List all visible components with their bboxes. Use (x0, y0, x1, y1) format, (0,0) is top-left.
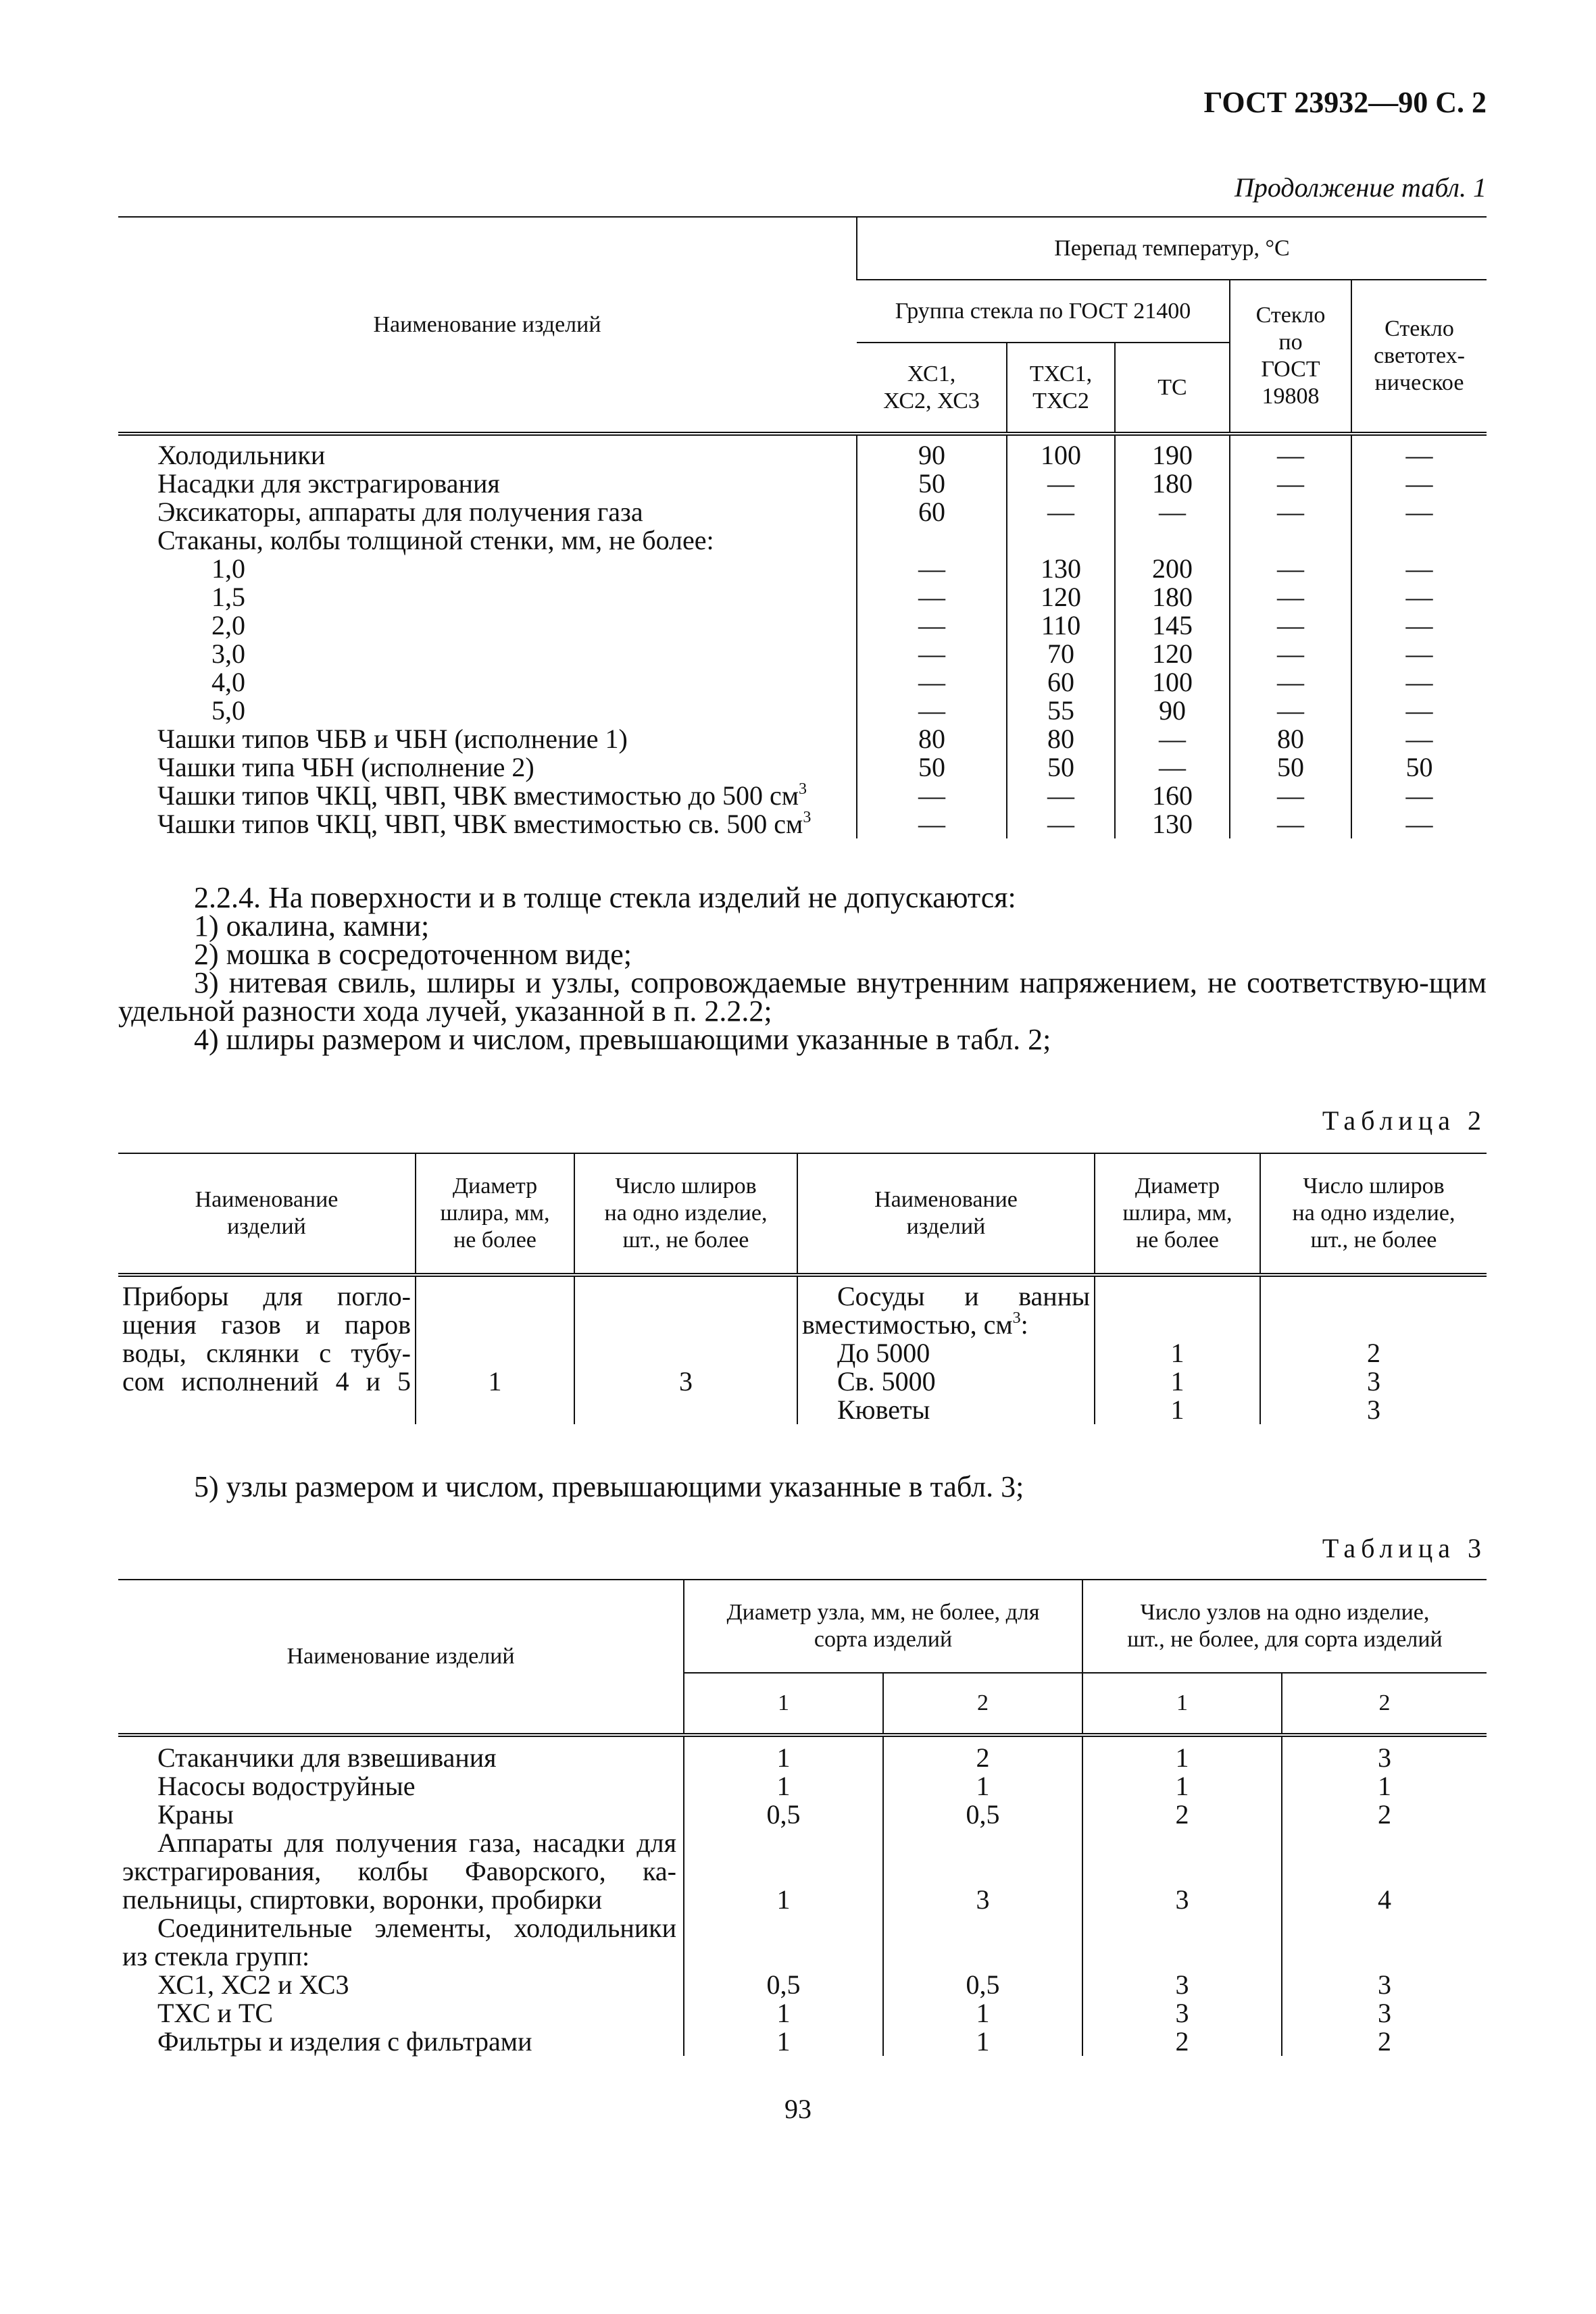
t3-cell: 0,5 (966, 1799, 1000, 1830)
t1-cell: — (1405, 809, 1433, 839)
t2-right-diameter: 1 (1170, 1366, 1184, 1397)
t3-row-name: пельницы, спиртовки, воронки, пробирки (122, 1884, 603, 1915)
t1-cell: 160 (1152, 780, 1193, 811)
t1-cell: — (1277, 780, 1304, 811)
t3-cell: 2 (1175, 2026, 1189, 2057)
t1-cell: 60 (1047, 667, 1074, 697)
table-row (118, 1735, 1487, 2056)
t1-col-light-glass: Стекло светотех- ническое (1351, 280, 1487, 434)
t2-right-product: Сосуды и ванны вместимостью, $см^3$: До 5000 Св. 5000 Кюветы (797, 1275, 1095, 1424)
t1-cell: 90 (1159, 695, 1186, 726)
t1-cell: 200 (1152, 553, 1193, 584)
t3-cell: 3 (976, 1884, 990, 1915)
t2-col-count: Число шлиров на одно изделие, шт., не более (574, 1153, 797, 1275)
t1-cell: — (1405, 440, 1433, 470)
t3-cell: 3 (1175, 1884, 1189, 1915)
t1-row-name: Чашки типов ЧКЦ, ЧВП, ЧВК вместимостью св. 500 $см^3$ (157, 809, 812, 839)
t2-right-count: 2 (1367, 1338, 1380, 1368)
t1-cell: — (1277, 582, 1304, 612)
t3-cell: 1 (776, 1884, 791, 1915)
t1-cell: — (1277, 610, 1304, 640)
t1-cell: — (1047, 497, 1074, 527)
t1-cell: 180 (1152, 468, 1193, 499)
table-row (118, 1275, 1487, 1424)
t3-cell: 3 (1175, 1969, 1189, 2000)
t1-cell (1007, 526, 1114, 555)
t1-cell: — (918, 809, 945, 839)
t1-cell: — (1405, 695, 1433, 726)
t3-cell: 2 (1378, 2026, 1392, 2057)
t3-cell: 1 (976, 2026, 990, 2057)
t1-col-tc: ТС (1115, 343, 1230, 434)
t1-cell: — (1277, 497, 1304, 527)
t1-cell: — (1405, 780, 1433, 811)
t2-right-diameter: 1 (1170, 1394, 1184, 1425)
t1-cell: — (1405, 638, 1433, 669)
t1-cell: — (918, 610, 945, 640)
t1-row-name: Чашки типов ЧКЦ, ЧВП, ЧВК вместимостью до 500 $см^3$ (157, 780, 807, 811)
t1-cell: — (1405, 610, 1433, 640)
t3-cell (1282, 1942, 1487, 1971)
defect-item-3: 3) нитевая свиль, шлиры и узлы, сопровождаемые внутренним напряжением, не соответствую-щим удельной разности хода лучей, указанной в п. 2.2.2; (118, 966, 1487, 1028)
table3-caption: Таблица 3 (1322, 1533, 1487, 1563)
t3-row-name: Аппараты для получения газа, насадки для (157, 1828, 676, 1858)
t3-cell: 3 (1378, 1969, 1392, 2000)
table2-caption: Таблица 2 (1322, 1105, 1487, 1136)
t3-row-name: экстрагирования, колбы Фаворского, ка- (122, 1856, 676, 1886)
t1-cell: 70 (1047, 638, 1074, 669)
page-number: 93 (784, 2094, 812, 2124)
t1-cell: 50 (918, 752, 945, 782)
defect-item-5-block (118, 1470, 1487, 1503)
t1-cell: 50 (918, 468, 945, 499)
gost-page-header: ГОСТ 23932—90 С. 2 (1203, 86, 1487, 119)
t1-col-temp-diff: Перепад температур, °С (857, 217, 1487, 280)
t1-cell (1116, 526, 1229, 555)
t3-cell: 1 (976, 1998, 990, 2028)
t1-col-xc: ХС1, ХС2, ХС3 (857, 343, 1007, 434)
t3-cell: 1 (1175, 1742, 1189, 1773)
t3-cell: 1 (976, 1771, 990, 1801)
t3-row-name: Фильтры и изделия с фильтрами (157, 2026, 532, 2057)
t1-cell: — (1159, 497, 1186, 527)
t1-cell: — (1277, 667, 1304, 697)
t1-cell: 130 (1041, 553, 1081, 584)
defect-item-4: 4) шлиры размером и числом, превышающими указанные в табл. 2; (194, 1023, 1051, 1056)
t3-row-name: Соединительные элементы, холодильники (157, 1913, 676, 1943)
t3-cell: 0,5 (766, 1969, 801, 2000)
t2-left-product: Приборы для погло- щения газов и паров воды, склянки с тубу- сом исполнений 4 и 5 (122, 1281, 411, 1397)
t3-cell: 2 (1175, 1799, 1189, 1830)
defect-item-5: 5) узлы размером и числом, превышающими указанные в табл. 3; (194, 1470, 1024, 1503)
t1-cell: — (1405, 468, 1433, 499)
defect-item-1: 1) окалина, камни; (194, 909, 430, 942)
t1-cell: 145 (1152, 610, 1193, 640)
t3-cell: 0,5 (766, 1799, 801, 1830)
t1-row-name: Холодильники (157, 440, 326, 470)
t3-row-name: ХС1, ХС2 и ХС3 (157, 1969, 349, 2000)
t1-cell: — (1277, 440, 1304, 470)
t1-cell: 50 (1047, 752, 1074, 782)
t1-cell: — (1159, 752, 1186, 782)
t1-cell: — (1159, 724, 1186, 754)
t1-row-name: 1,5 (211, 582, 245, 612)
t3-cell: 2 (1378, 1799, 1392, 1830)
t3-sort-1b: 1 (1082, 1673, 1282, 1735)
t1-cell: — (1277, 468, 1304, 499)
t1-cell: 130 (1152, 809, 1193, 839)
t1-cell: 80 (1277, 724, 1304, 754)
t1-cell: 80 (1047, 724, 1074, 754)
t3-cell: 1 (776, 1998, 791, 2028)
t2-right-diameter: 1 (1170, 1338, 1184, 1368)
t2-left-diameter: 1 (488, 1366, 502, 1397)
t1-row-name: 1,0 (211, 553, 245, 584)
t2-col-name-2: Наименование изделий (797, 1153, 1095, 1275)
t3-row-name: Краны (157, 1799, 234, 1830)
t1-col-gost19808: Стекло по ГОСТ 19808 (1230, 280, 1351, 434)
t2-col-diameter-2: Диаметр шлира, мм, не более (1095, 1153, 1260, 1275)
t1-cell: — (1047, 809, 1074, 839)
t1-cell: — (1277, 638, 1304, 669)
t3-row-name: ТХС и ТС (157, 1998, 273, 2028)
section-2-2-4-intro: 2.2.4. На поверхности и в толще стекла изделий не допускаются: (194, 881, 1016, 914)
t2-col-diameter: Диаметр шлира, мм, не более (416, 1153, 574, 1275)
t3-sort-2: 2 (883, 1673, 1082, 1735)
t3-row-name: из стекла групп: (122, 1941, 310, 1971)
t2-col-name: Наименование изделий (118, 1153, 416, 1275)
t3-col-diameter: Диаметр узла, мм, не более, для сорта изделий (684, 1580, 1082, 1673)
t1-cell (1230, 526, 1351, 555)
t1-row-name: 4,0 (211, 667, 245, 697)
t1-cell: — (1405, 582, 1433, 612)
t3-cell: 4 (1378, 1884, 1392, 1915)
table-2 (118, 1153, 1487, 1424)
t3-cell: 1 (776, 1742, 791, 1773)
t1-col-glass-group: Группа стекла по ГОСТ 21400 (857, 280, 1230, 343)
t3-col-count: Число узлов на одно изделие, шт., не более, для сорта изделий (1082, 1580, 1487, 1673)
t2-right-count: 3 (1367, 1366, 1380, 1397)
t3-cell: 2 (976, 1742, 990, 1773)
t1-cell (1352, 526, 1487, 555)
t1-row-name: Чашки типов ЧБВ и ЧБН (исполнение 1) (157, 724, 628, 754)
t1-cell: — (1277, 553, 1304, 584)
t1-col-name: Наименование изделий (118, 217, 857, 434)
t3-sort-1: 1 (684, 1673, 883, 1735)
t3-cell: 1 (776, 1771, 791, 1801)
table-3 (118, 1579, 1487, 2056)
t1-cell: 190 (1152, 440, 1193, 470)
t1-cell: 180 (1152, 582, 1193, 612)
t1-cell: — (1405, 667, 1433, 697)
t1-cell: 50 (1277, 752, 1304, 782)
t1-cell: 90 (918, 440, 945, 470)
t1-cell: — (918, 780, 945, 811)
t2-left-count: 3 (679, 1366, 693, 1397)
t3-cell: 1 (776, 2026, 791, 2057)
t1-row-name: Стаканы, колбы толщиной стенки, мм, не более: (157, 525, 714, 555)
t1-cell: 80 (918, 724, 945, 754)
t1-row-name: 3,0 (211, 638, 245, 669)
section-2-2-4 (118, 881, 1487, 1056)
t1-cell: — (918, 695, 945, 726)
t1-cell: — (918, 638, 945, 669)
t3-cell: 3 (1175, 1998, 1189, 2028)
t1-cell: — (1405, 497, 1433, 527)
t3-cell: 3 (1378, 1998, 1392, 2028)
t3-sort-2b: 2 (1282, 1673, 1487, 1735)
t3-cell: 1 (1175, 1771, 1189, 1801)
t1-cell: — (918, 582, 945, 612)
table1-caption: Продолжение табл. 1 (1234, 172, 1487, 203)
t3-cell: 1 (1378, 1771, 1392, 1801)
t2-right-count: 3 (1367, 1394, 1380, 1425)
t1-cell: 60 (918, 497, 945, 527)
t2-col-count-2: Число шлиров на одно изделие, шт., не более (1260, 1153, 1487, 1275)
t1-cell: — (1047, 468, 1074, 499)
t1-cell: 55 (1047, 695, 1074, 726)
t1-cell: 120 (1152, 638, 1193, 669)
t3-cell: 0,5 (966, 1969, 1000, 2000)
t1-cell: — (1047, 780, 1074, 811)
t1-cell (857, 526, 1006, 555)
t3-cell (684, 1942, 882, 1971)
t1-row-name: Чашки типа ЧБН (исполнение 2) (157, 752, 534, 782)
t3-col-name: Наименование изделий (118, 1580, 684, 1735)
t3-cell (1083, 1942, 1281, 1971)
defect-item-2: 2) мошка в сосредоточенном виде; (194, 938, 632, 971)
t3-cell: 3 (1378, 1742, 1392, 1773)
table-row (118, 434, 1487, 838)
t3-cell (884, 1942, 1082, 1971)
t1-cell: 110 (1041, 610, 1081, 640)
t1-cell: — (918, 553, 945, 584)
t1-row-name: Насадки для экстрагирования (157, 468, 500, 499)
t1-cell: 100 (1041, 440, 1081, 470)
t3-row-name: Насосы водоструйные (157, 1771, 416, 1801)
t1-row-name: Эксикаторы, аппараты для получения газа (157, 497, 643, 527)
t3-row-name: Стаканчики для взвешивания (157, 1742, 497, 1773)
t1-cell: 100 (1152, 667, 1193, 697)
t1-cell: 50 (1405, 752, 1433, 782)
t1-cell: — (1277, 695, 1304, 726)
t1-row-name: 5,0 (211, 695, 245, 726)
t1-cell: — (1405, 724, 1433, 754)
t1-cell: 120 (1041, 582, 1081, 612)
t1-col-txc: ТХС1, ТХС2 (1007, 343, 1115, 434)
t1-cell: — (918, 667, 945, 697)
t1-cell: — (1405, 553, 1433, 584)
t1-row-name: 2,0 (211, 610, 245, 640)
table-1 (118, 216, 1487, 838)
t1-cell: — (1277, 809, 1304, 839)
